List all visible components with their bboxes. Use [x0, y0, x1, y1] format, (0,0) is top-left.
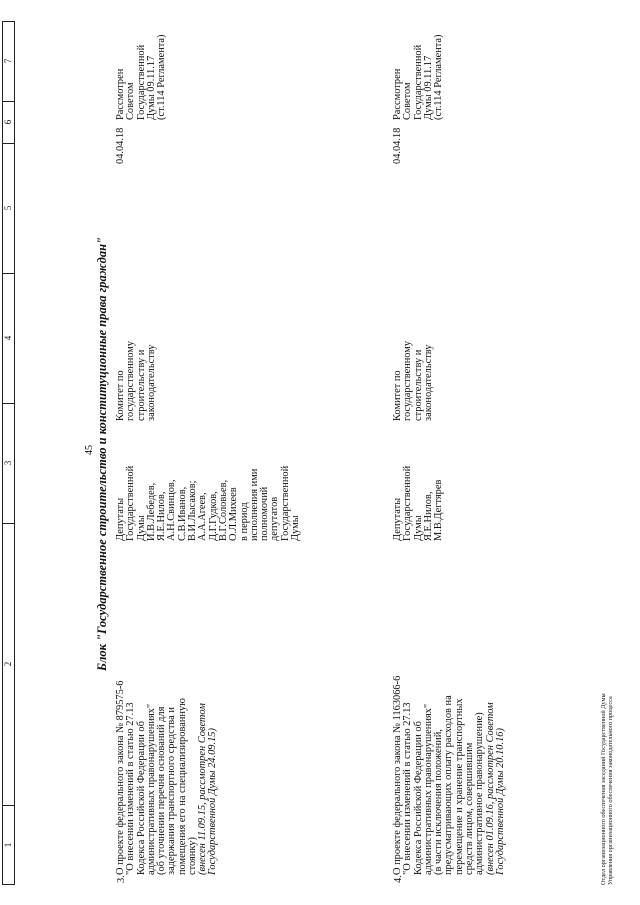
footer [600, 485, 614, 885]
bill-committee: Комитет по государственному строительству и законодательству [115, 340, 157, 421]
column-number: 4 [3, 273, 14, 404]
footer-line: Управления организационного обеспечения законодательного процесса [607, 696, 614, 885]
bill-committee: Комитет по государственному строительству и законодательству [392, 340, 434, 421]
column-number: 1 [3, 842, 13, 848]
bill-authors: Депутаты Государственной Думы Я.Е.Нилов, М.В.Дегтярев [392, 465, 445, 541]
bill-authors: Депутаты Государственной Думы И.В.Лебедев, Я.Е.Нилов, А.Н.Свинцов, С.В.Иванов, В.И.Лысаков; А.А.Агеев, Д.Г.Гудков, В.Г.Соловьев, О.Л.Михеев в период исполнения ими полномочий депутатов Государственной Думы [115, 465, 302, 541]
bill-date: 04.04.18 [392, 127, 403, 164]
block-title: Блок "Государственное строительство и конституционные права граждан" [95, 237, 109, 671]
column-number-header [2, 21, 15, 885]
bill-status: Рассмотрен Советом Государственной Думы 09.11.17 (ст.114 Регламента) [392, 34, 445, 120]
bill-note: (внесен 11.09.15, рассмотрен Советом Государственной Думы 24.09.15) [197, 703, 219, 875]
row-number: 4. [393, 875, 404, 883]
column-number: 6 [3, 101, 14, 144]
bill-description: О проекте федерального закона № 879575-6 "О внесении изменений в статью 27.13 Кодекса Российской Федерации об административных правонарушениях" (об уточнении перечня оснований для задержания транспортного средства и помещения его на специализированную стоянку) [115, 680, 199, 875]
column-number: 7 [3, 21, 14, 102]
column-number: 5 [3, 143, 14, 274]
bill-status: Рассмотрен Советом Государственной Думы 09.11.17 (ст.114 Регламента) [115, 34, 168, 120]
bill-date: 04.04.18 [115, 127, 126, 164]
column-number: 2 [3, 523, 14, 806]
bill-note: (внесен 01.09.16, рассмотрен Советом Государственной Думы 20.10.16) [485, 702, 507, 875]
footer-line: Отдел организационного обеспечения заседаний Государственной Думы [600, 693, 607, 885]
row-number: 3. [116, 875, 127, 883]
bill-description: О проекте федерального закона № 1163066-6 "О внесении изменений в статью 27.13 Кодекса Российской Федерации об административных правонарушениях" (в части исключения положений, предусматривающих оплату расходов на перемещение и хранение транспортных средств лицом, совершившим административное правонарушение) [392, 675, 486, 875]
page-number: 45 [84, 445, 95, 455]
column-number: 3 [3, 403, 14, 524]
